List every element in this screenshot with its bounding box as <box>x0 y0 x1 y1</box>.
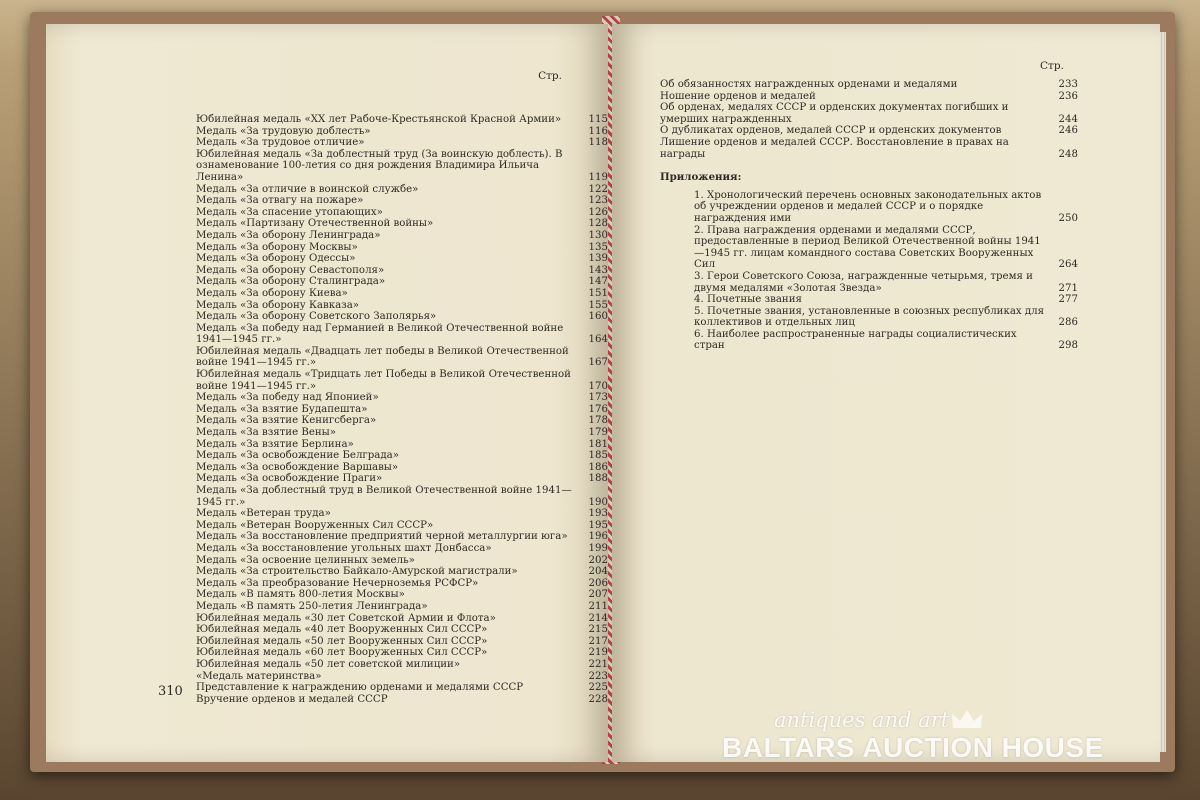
toc-entry-title: Медаль «За освобождение Варшавы» <box>196 461 399 473</box>
toc-entry-page: 248 <box>1058 148 1078 160</box>
toc-entry-page: 215 <box>588 624 608 636</box>
toc-entry <box>196 450 608 462</box>
toc-entry-title: Медаль «За победу над Германией в Великой Отечественной войне 1941—1945 гг.» <box>196 322 564 346</box>
toc-entry-title: 6. Наиболее распространенные награды социалистических стран <box>694 328 1017 352</box>
toc-entry-page: 202 <box>588 554 608 566</box>
right-page <box>612 24 1160 762</box>
toc-entry-title: Юбилейная медаль «60 лет Вооруженных Сил СССР» <box>196 647 488 659</box>
toc-entry-title: Юбилейная медаль «30 лет Советской Армии и Флота» <box>196 612 496 624</box>
toc-entry-title: Вручение орденов и медалей СССР <box>196 693 388 705</box>
toc-entry-page: 179 <box>588 427 608 439</box>
toc-entry-page: 164 <box>588 334 608 346</box>
toc-entry-title: О дубликатах орденов, медалей СССР и орденских документов <box>660 125 1002 137</box>
toc-entry-title: Медаль «За взятие Берлина» <box>196 438 354 450</box>
toc-entry <box>196 624 608 636</box>
toc-entry <box>196 230 608 242</box>
toc-entry <box>196 149 608 184</box>
toc-entry-title: Медаль «За трудовое отличие» <box>196 137 365 149</box>
toc-entry-title: Медаль «За восстановление угольных шахт Донбасса» <box>196 542 492 554</box>
toc-entry <box>196 647 608 659</box>
toc-entry-title: Медаль «За освоение целинных земель» <box>196 554 415 566</box>
toc-entry-title: Медаль «За взятие Будапешта» <box>196 403 368 415</box>
page-number: 310 <box>158 684 183 699</box>
table-of-contents-left <box>196 114 608 705</box>
toc-entry-title: Медаль «За освобождение Белграда» <box>196 450 399 462</box>
toc-entry-page: 135 <box>588 241 608 253</box>
toc-entry <box>694 306 1078 329</box>
toc-entry <box>196 566 608 578</box>
toc-entry <box>196 555 608 567</box>
toc-entry-page: 143 <box>588 264 608 276</box>
toc-entry-page: 228 <box>588 693 608 705</box>
toc-entry <box>196 682 608 694</box>
toc-entry <box>660 137 1078 160</box>
toc-entry-page: 244 <box>1058 113 1078 125</box>
toc-entry <box>196 323 608 346</box>
toc-entry-title: Юбилейная медаль «50 лет советской милиции» <box>196 658 461 670</box>
toc-entry-page: 176 <box>588 403 608 415</box>
toc-entry-page: 122 <box>588 183 608 195</box>
toc-entry <box>196 369 608 392</box>
toc-entry <box>196 578 608 590</box>
toc-entry <box>196 311 608 323</box>
toc-entry-page: 173 <box>588 392 608 404</box>
toc-entry-page: 167 <box>588 357 608 369</box>
toc-entry-page: 130 <box>588 229 608 241</box>
toc-entry <box>694 271 1078 294</box>
toc-entry-title: «Медаль материнства» <box>196 670 322 682</box>
toc-entry-title: Юбилейная медаль «50 лет Вооруженных Сил СССР» <box>196 635 488 647</box>
crown-icon <box>950 708 984 730</box>
toc-entry <box>196 265 608 277</box>
toc-entry <box>196 427 608 439</box>
appendix-section-title: Приложения: <box>660 171 742 184</box>
toc-entry-page: 233 <box>1058 79 1078 90</box>
toc-entry-title: Медаль «За оборону Советского Заполярья» <box>196 311 437 323</box>
toc-entry <box>196 485 608 508</box>
toc-entry-title: Юбилейная медаль «XX лет Рабоче-Крестьянской Красной Армии» <box>196 114 562 125</box>
toc-entry-title: Медаль «За оборону Одессы» <box>196 253 356 265</box>
toc-entry-title: Юбилейная медаль «40 лет Вооруженных Сил СССР» <box>196 624 488 636</box>
toc-entry-page: 271 <box>1058 282 1078 294</box>
toc-entry-title: Медаль «За строительство Байкало-Амурской магистрали» <box>196 566 518 578</box>
toc-entry <box>694 329 1078 352</box>
toc-entry-page: 250 <box>1058 212 1078 224</box>
left-page <box>46 24 608 762</box>
toc-entry <box>196 207 608 219</box>
toc-entry-page: 225 <box>588 682 608 694</box>
toc-entry-page: 139 <box>588 253 608 265</box>
toc-entry-title: Медаль «За восстановление предприятий черной металлургии юга» <box>196 531 568 543</box>
toc-entry <box>196 300 608 312</box>
toc-entry <box>196 253 608 265</box>
toc-entry <box>694 190 1078 225</box>
toc-entry <box>196 392 608 404</box>
toc-entry <box>196 636 608 648</box>
toc-entry <box>660 102 1078 125</box>
page-column-label: Стр. <box>1040 60 1064 72</box>
toc-entry-title: Медаль «Партизану Отечественной войны» <box>196 218 434 230</box>
toc-entry <box>660 125 1078 137</box>
toc-entry <box>196 694 608 706</box>
toc-entry-title: Медаль «За оборону Москвы» <box>196 241 358 253</box>
toc-entry-page: 214 <box>588 612 608 624</box>
toc-entry-page: 186 <box>588 461 608 473</box>
toc-entry-title: Ношение орденов и медалей <box>660 90 816 102</box>
toc-entry-title: Медаль «В память 250-летия Ленинграда» <box>196 600 428 612</box>
toc-entry <box>196 137 608 149</box>
toc-entry-title: Медаль «За победу над Японией» <box>196 392 379 404</box>
toc-entry <box>196 601 608 613</box>
toc-entry-page: 160 <box>588 311 608 323</box>
toc-entry-page: 206 <box>588 577 608 589</box>
toc-entry-page: 217 <box>588 635 608 647</box>
toc-entry-title: Медаль «За доблестный труд в Великой Отечественной войне 1941—1945 гг.» <box>196 485 572 508</box>
toc-entry-page: 155 <box>588 299 608 311</box>
toc-entry <box>196 531 608 543</box>
watermark-tagline: antiques and art <box>774 708 950 732</box>
toc-entry-page: 221 <box>588 658 608 670</box>
toc-entry-title: Об орденах, медалях СССР и орденских документах погибших и умерших награжденных <box>660 102 1009 125</box>
toc-entry-page: 126 <box>588 206 608 218</box>
toc-entry <box>196 671 608 683</box>
toc-entry <box>196 404 608 416</box>
toc-entry-title: Медаль «За оборону Киева» <box>196 287 348 299</box>
toc-entry <box>196 195 608 207</box>
toc-entry-title: Медаль «За взятие Вены» <box>196 427 337 439</box>
toc-entry-page: 195 <box>588 519 608 531</box>
toc-entry <box>196 276 608 288</box>
toc-entry-page: 199 <box>588 542 608 554</box>
appendix-list <box>694 190 1078 352</box>
toc-entry-title: 5. Почетные звания, установленные в союзных республиках для коллективов и отдельных лиц <box>694 305 1045 329</box>
toc-entry-page: 286 <box>1058 317 1078 329</box>
toc-entry-title: Медаль «За оборону Кавказа» <box>196 299 360 311</box>
toc-entry-page: 151 <box>588 287 608 299</box>
toc-entry-title: Медаль «За оборону Ленинграда» <box>196 229 381 241</box>
toc-entry-title: Юбилейная медаль «Тридцать лет Победы в Великой Отечественной войне 1941—1945 гг.» <box>196 369 571 392</box>
toc-entry-title: 2. Права награждения орденами и медалями СССР, предоставленные в период Великой Отечественной войны 1941—1945 гг. лицам командного состава Советских Вооруженных Сил <box>694 224 1041 271</box>
toc-entry-title: Медаль «За спасение утопающих» <box>196 206 383 218</box>
toc-entry-page: 207 <box>588 589 608 601</box>
toc-entry-title: Медаль «За освобождение Праги» <box>196 473 383 485</box>
toc-entry-title: Медаль «За отличие в воинской службе» <box>196 183 419 195</box>
toc-entry-page: 123 <box>588 195 608 207</box>
toc-entry <box>196 114 608 126</box>
toc-entry <box>196 288 608 300</box>
toc-entry <box>196 126 608 138</box>
toc-entry-title: Медаль «За трудовую доблесть» <box>196 125 371 137</box>
toc-entry <box>196 439 608 451</box>
toc-main-list <box>660 79 1078 160</box>
toc-entry <box>196 462 608 474</box>
toc-entry-page: 264 <box>1058 259 1078 271</box>
watermark-brand: BALTARS AUCTION HOUSE <box>722 732 1104 763</box>
toc-entry-page: 178 <box>588 415 608 427</box>
toc-entry-title: Об обязанностях награжденных орденами и медалями <box>660 79 958 90</box>
toc-entry-page: 190 <box>588 496 608 508</box>
toc-entry <box>196 508 608 520</box>
toc-entry-title: 4. Почетные звания <box>694 294 802 306</box>
toc-entry-page: 223 <box>588 670 608 682</box>
toc-entry-page: 211 <box>588 600 608 612</box>
toc-entry-title: Медаль «За взятие Кенигсберга» <box>196 415 377 427</box>
toc-entry-page: 185 <box>588 450 608 462</box>
toc-entry-page: 128 <box>588 218 608 230</box>
toc-entry <box>660 91 1078 103</box>
toc-entry-page: 115 <box>588 114 608 125</box>
toc-entry-page: 119 <box>588 171 608 183</box>
toc-entry <box>196 589 608 601</box>
toc-entry-page: 181 <box>588 438 608 450</box>
toc-entry <box>196 473 608 485</box>
toc-entry-title: Медаль «За отвагу на пожаре» <box>196 195 364 207</box>
toc-entry-page: 118 <box>588 137 608 149</box>
toc-entry-title: 1. Хронологический перечень основных законодательных актов об учреждении орденов и медалей СССР и о порядке награждения ими <box>694 189 1042 224</box>
toc-entry-title: Медаль «За оборону Севастополя» <box>196 264 385 276</box>
toc-entry-page: 298 <box>1058 340 1078 352</box>
toc-entry-title: Лишение орденов и медалей СССР. Восстановление в правах на награды <box>660 136 1009 160</box>
toc-entry-title: Медаль «В память 800-летия Москвы» <box>196 589 405 601</box>
toc-entry-title: Медаль «За преобразование Нечерноземья РСФСР» <box>196 577 479 589</box>
toc-entry <box>196 415 608 427</box>
toc-entry <box>196 520 608 532</box>
toc-entry-page: 193 <box>588 508 608 520</box>
toc-entry-page: 277 <box>1058 294 1078 306</box>
toc-entry-title: Юбилейная медаль «Двадцать лет победы в Великой Отечественной войне 1941—1945 гг.» <box>196 345 569 369</box>
table-of-contents-right <box>660 79 1078 352</box>
toc-entry-page: 246 <box>1058 125 1078 137</box>
toc-entry-title: 3. Герои Советского Союза, награжденные четырьмя, тремя и двумя медалями «Золотая Звезда» <box>694 270 1033 294</box>
page-column-label: Стр. <box>538 70 562 82</box>
toc-entry-page: 147 <box>588 276 608 288</box>
toc-entry-page: 170 <box>588 380 608 392</box>
toc-entry <box>196 184 608 196</box>
toc-entry <box>196 543 608 555</box>
toc-entry <box>196 659 608 671</box>
toc-entry-page: 116 <box>588 125 608 137</box>
toc-entry <box>196 218 608 230</box>
toc-entry-title: Медаль «За оборону Сталинграда» <box>196 276 386 288</box>
toc-entry <box>694 294 1078 306</box>
toc-entry-page: 188 <box>588 473 608 485</box>
toc-entry-title: Медаль «Ветеран труда» <box>196 508 331 520</box>
toc-entry-title: Представление к награждению орденами и медалями СССР <box>196 682 524 694</box>
toc-entry-page: 219 <box>588 647 608 659</box>
toc-entry-title: Медаль «Ветеран Вооруженных Сил СССР» <box>196 519 434 531</box>
toc-entry-page: 196 <box>588 531 608 543</box>
toc-entry-page: 204 <box>588 566 608 578</box>
toc-entry <box>196 613 608 625</box>
toc-entry <box>196 346 608 369</box>
toc-entry-page: 236 <box>1058 90 1078 102</box>
toc-entry <box>694 225 1078 271</box>
toc-entry-title: Юбилейная медаль «За доблестный труд (За воинскую доблесть). В ознаменование 100-летия со дня рождения Владимира Ильича Ленина» <box>196 148 563 183</box>
toc-entry <box>660 79 1078 91</box>
toc-entry <box>196 242 608 254</box>
auction-watermark <box>718 708 1118 768</box>
